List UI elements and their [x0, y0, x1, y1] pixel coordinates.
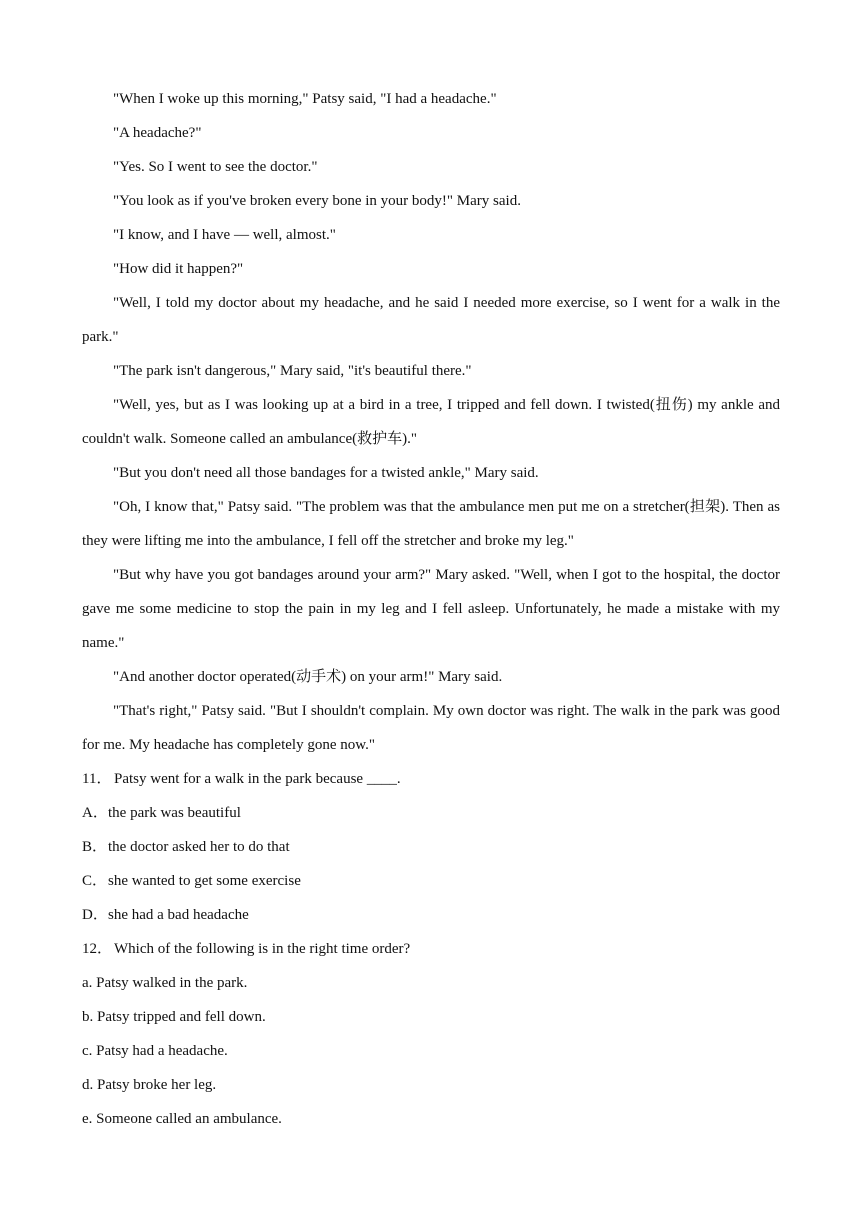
answer-option-a[interactable] [82, 796, 780, 830]
passage-paragraph: "The park isn't dangerous," Mary said, "it's beautiful there." [113, 363, 472, 379]
passage-paragraph: "Oh, I know that," Patsy said. "The problem was that the ambulance men put me on a stretcher(担架). Then as they were lifting me into the ambulance, I fell off the stretcher and broke my leg." [82, 499, 780, 549]
event-item: c. Patsy had a headache. [82, 1043, 228, 1059]
question-text: Patsy went for a walk in the park because ____. [114, 771, 401, 787]
passage-paragraph: "I know, and I have — well, almost." [113, 227, 336, 243]
question-12 [82, 932, 780, 1136]
question-text: Which of the following is in the right time order? [114, 941, 411, 957]
answer-option-d[interactable] [82, 898, 780, 932]
option-label: D． [82, 907, 108, 923]
option-text: she wanted to get some exercise [108, 873, 301, 889]
option-label: C． [82, 873, 108, 889]
passage-paragraph: "A headache?" [113, 125, 202, 141]
document-page [82, 82, 780, 1136]
passage-paragraph: "That's right," Patsy said. "But I shouldn't complain. My own doctor was right. The walk in the park was good for me. My headache has completely gone now." [82, 703, 780, 753]
event-item: e. Someone called an ambulance. [82, 1111, 282, 1127]
answer-option-c[interactable] [82, 864, 780, 898]
event-item: d. Patsy broke her leg. [82, 1077, 217, 1093]
question-number: 12． [82, 941, 113, 957]
passage-paragraph: "But you don't need all those bandages for a twisted ankle," Mary said. [113, 465, 539, 481]
answer-option-b[interactable] [82, 830, 780, 864]
reading-passage [82, 82, 780, 762]
passage-paragraph: "Well, I told my doctor about my headache, and he said I needed more exercise, so I went for a walk in the park." [82, 295, 780, 345]
passage-paragraph: "Yes. So I went to see the doctor." [113, 159, 318, 175]
option-text: the park was beautiful [108, 805, 241, 821]
option-text: she had a bad headache [108, 907, 249, 923]
option-text: the doctor asked her to do that [108, 839, 290, 855]
question-stem [82, 932, 780, 966]
passage-paragraph: "You look as if you've broken every bone in your body!" Mary said. [113, 193, 521, 209]
passage-paragraph: "How did it happen?" [113, 261, 244, 277]
question-stem [82, 762, 780, 796]
question-11 [82, 762, 780, 932]
option-label: B． [82, 839, 108, 855]
event-item: b. Patsy tripped and fell down. [82, 1009, 266, 1025]
passage-paragraph: "Well, yes, but as I was looking up at a bird in a tree, I tripped and fell down. I twisted(扭伤) my ankle and couldn't walk. Someone called an ambulance(救护车)." [82, 397, 780, 447]
event-item: a. Patsy walked in the park. [82, 975, 248, 991]
passage-paragraph: "When I woke up this morning," Patsy said, "I had a headache." [113, 91, 497, 107]
question-number: 11． [82, 771, 112, 787]
passage-paragraph: "And another doctor operated(动手术) on your arm!" Mary said. [113, 669, 503, 685]
passage-paragraph: "But why have you got bandages around your arm?" Mary asked. "Well, when I got to the hospital, the doctor gave me some medicine to stop the pain in my leg and I fell asleep. Unfortunately, he made a mistake with my name." [82, 567, 780, 651]
option-label: A． [82, 805, 108, 821]
